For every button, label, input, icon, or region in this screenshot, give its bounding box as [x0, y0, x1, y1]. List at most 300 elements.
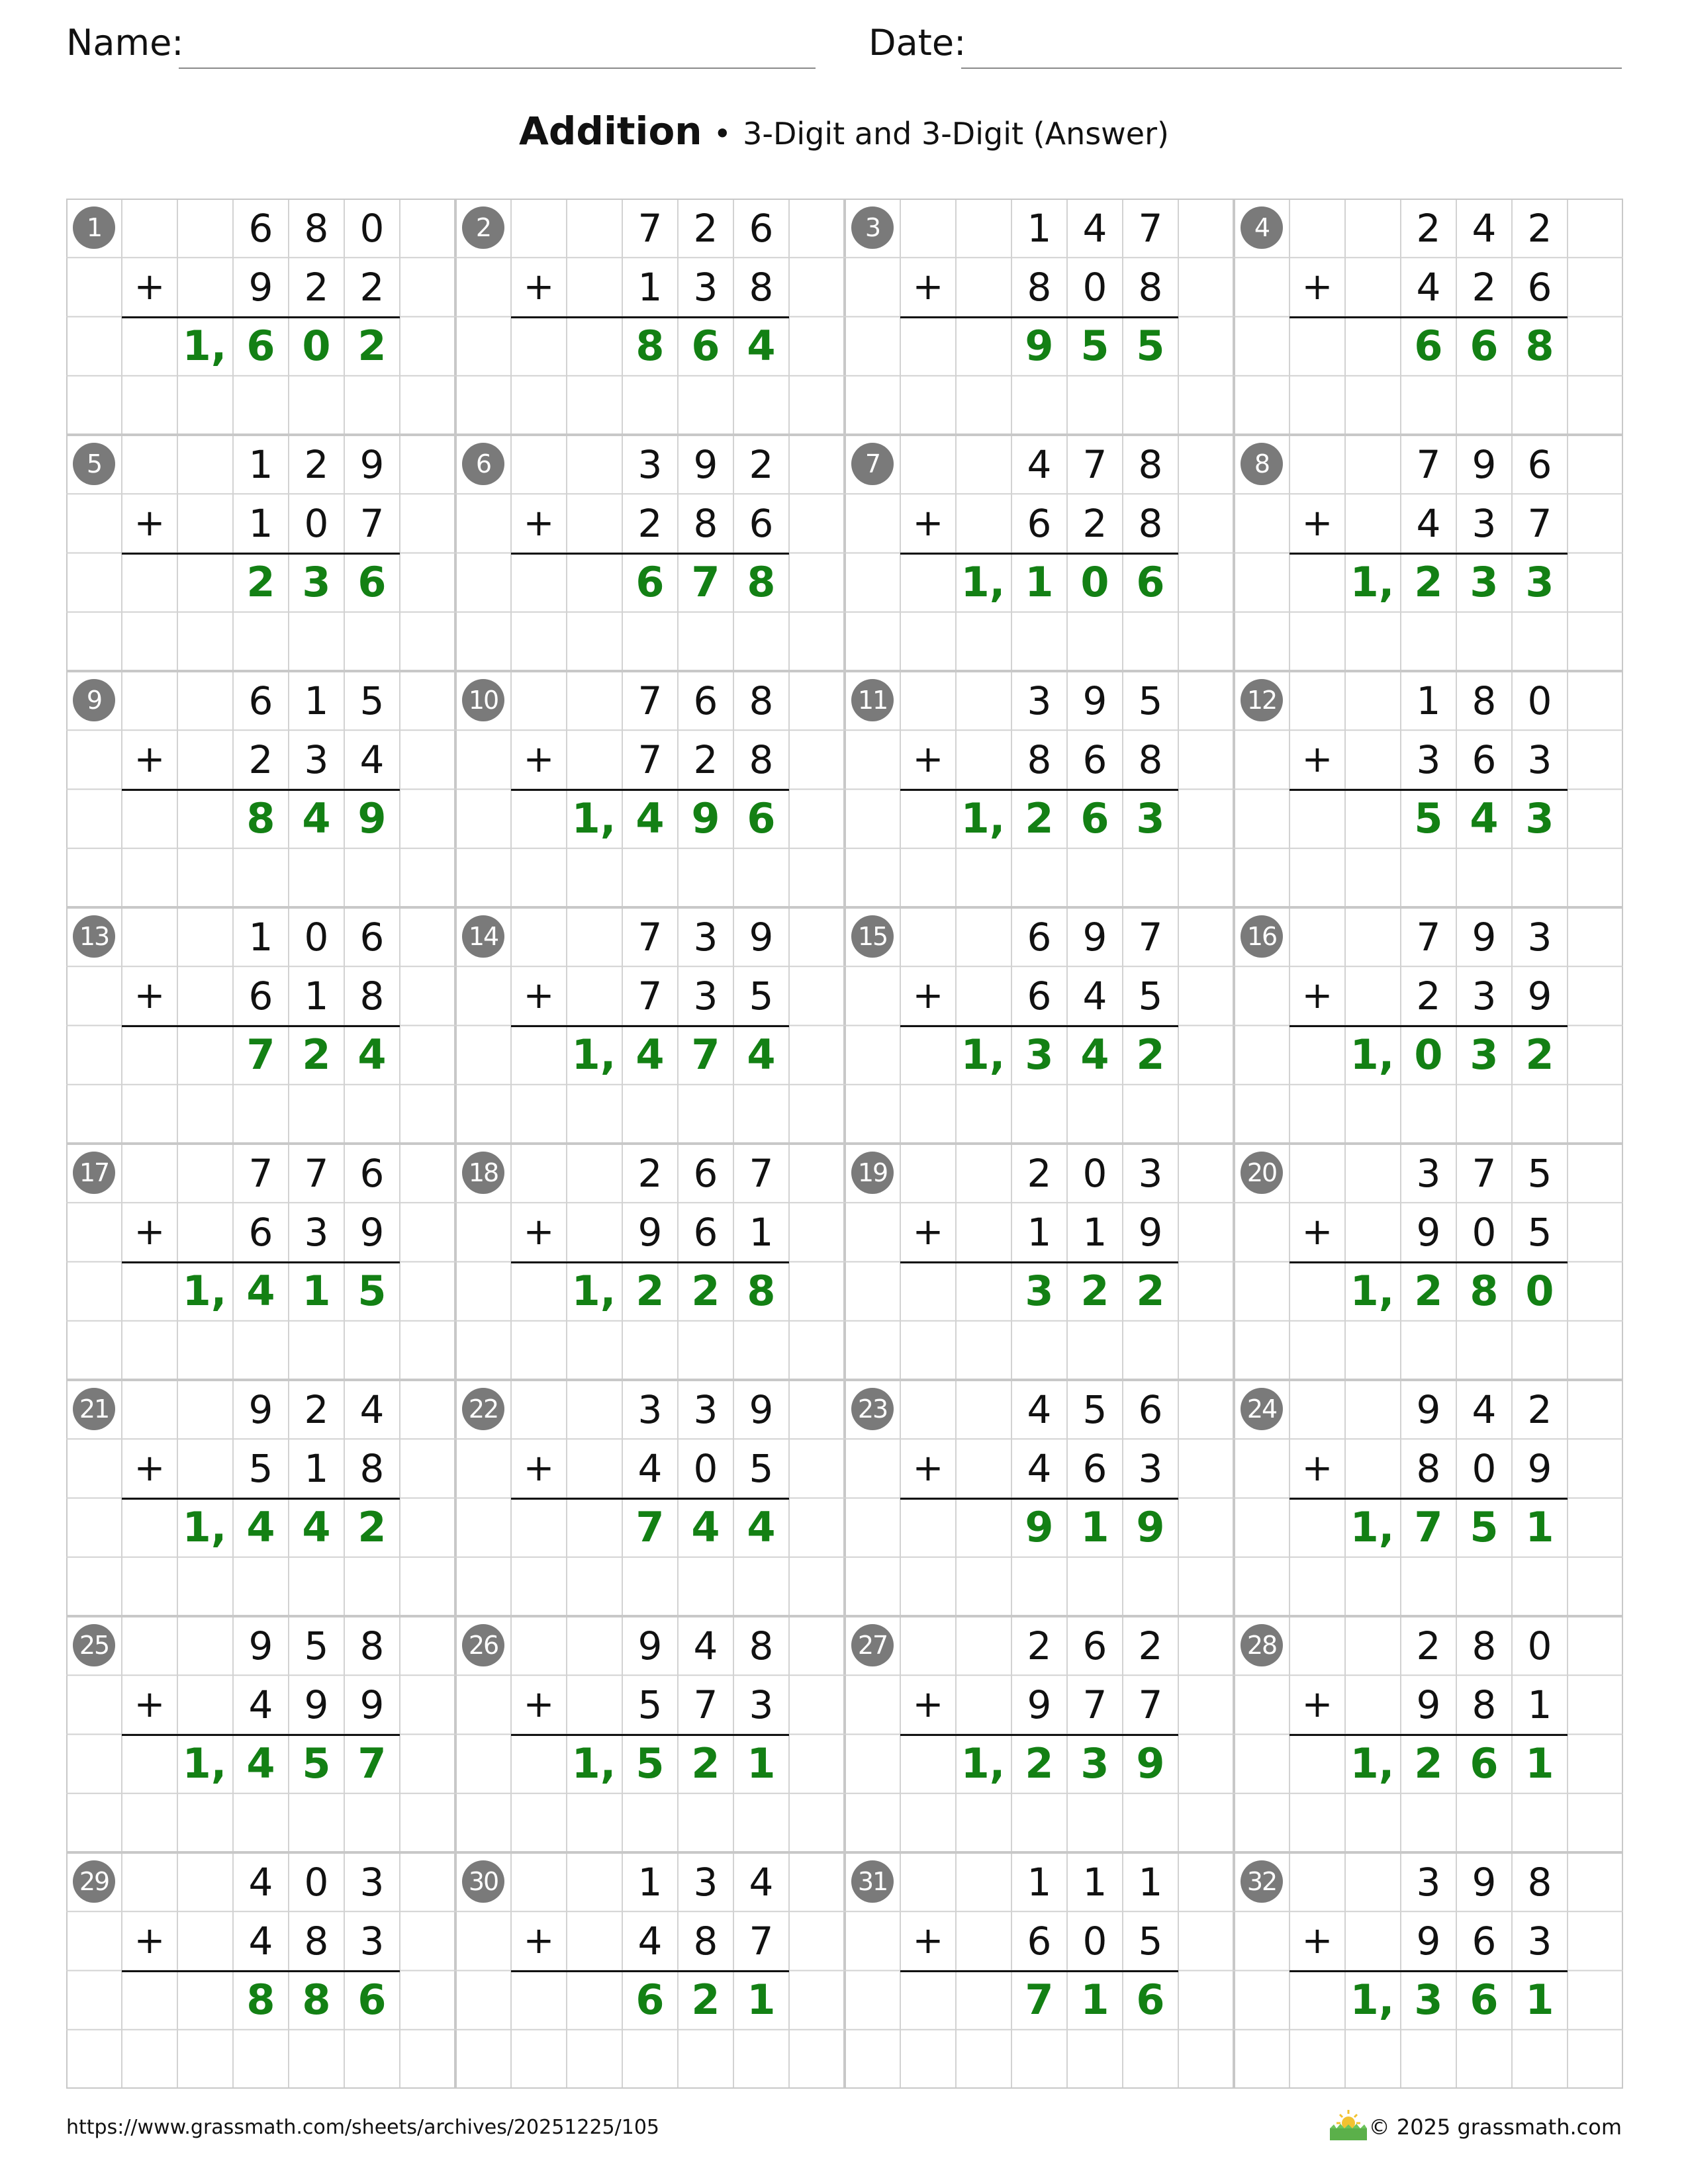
answer-digit: 6	[1080, 794, 1109, 842]
addend-1-digit: 5	[359, 678, 385, 723]
answer-digit: 4	[747, 322, 776, 370]
problem-number-badge: 19	[851, 1152, 894, 1194]
addend-2-digit: 8	[1138, 737, 1163, 782]
answer-digit: 6	[246, 322, 275, 370]
answer-digit: 5	[635, 1739, 665, 1788]
addend-1-digit: 8	[1138, 441, 1163, 487]
addend-1-digit: 9	[1472, 914, 1497, 960]
addend-1-digit: 2	[637, 1150, 663, 1196]
answer-digit: 6	[357, 1976, 387, 2024]
answer-digit-value: 1	[182, 322, 211, 370]
name-label: Name:	[66, 22, 184, 64]
addend-2-digit: 4	[1027, 1445, 1052, 1491]
addend-2-digit: 7	[693, 1682, 718, 1727]
answer-digit: 2	[691, 1267, 720, 1315]
addend-1-digit: 8	[1472, 678, 1497, 723]
problem-number-badge: 12	[1241, 679, 1283, 721]
answer-digit: 3	[1470, 1030, 1499, 1079]
answer-comma: ,	[1378, 1503, 1395, 1551]
addend-1-digit: 3	[693, 1859, 718, 1905]
answer-digit: 9	[1025, 1503, 1054, 1551]
addend-1-digit: 3	[1138, 1150, 1163, 1196]
addend-2-digit: 1	[304, 1445, 329, 1491]
answer-digit: 3	[1025, 1030, 1054, 1079]
answer-digit: 6	[1414, 322, 1443, 370]
answer-digit: 7	[635, 1503, 665, 1551]
answer-digit: 8	[1525, 322, 1554, 370]
addend-1-digit: 7	[637, 914, 663, 960]
answer-digit	[956, 553, 1011, 612]
answer-digit: 7	[357, 1739, 387, 1788]
addend-1-digit: 3	[1027, 678, 1052, 723]
addend-2-digit: 7	[749, 1918, 774, 1964]
footer-copyright: © 2025 grassmath.com	[1368, 2115, 1622, 2140]
title-bullet: •	[713, 116, 731, 152]
answer-digit	[177, 1262, 233, 1321]
addend-2-digit: 2	[304, 264, 329, 310]
answer-digit: 3	[1136, 794, 1165, 842]
addend-2-digit: 5	[1138, 973, 1163, 1019]
addend-2-digit: 8	[1138, 264, 1163, 310]
addend-2-digit: 2	[1082, 500, 1107, 546]
answer-digit: 2	[691, 1739, 720, 1788]
answer-digit: 8	[302, 1976, 331, 2024]
addend-2-digit: 9	[359, 1209, 385, 1255]
problem-number-badge: 10	[462, 679, 504, 721]
problem-number-badge: 30	[462, 1860, 504, 1903]
addend-1-digit: 0	[1527, 1623, 1552, 1668]
answer-digit	[1345, 1262, 1401, 1321]
addend-1-digit: 5	[1527, 1150, 1552, 1196]
addend-1-digit: 7	[1472, 1150, 1497, 1196]
answer-digit: 6	[1136, 1976, 1165, 2024]
addend-2-digit: 6	[1472, 737, 1497, 782]
addend-1-digit: 1	[1138, 1859, 1163, 1905]
answer-digit: 8	[246, 794, 275, 842]
addend-2-digit: 0	[1472, 1445, 1497, 1491]
answer-digit-value: 1	[571, 1739, 600, 1788]
title-subtitle: 3-Digit and 3-Digit (Answer)	[743, 116, 1169, 152]
problem-number-badge: 17	[73, 1152, 115, 1194]
answer-comma: ,	[989, 558, 1006, 606]
addend-1-digit: 6	[1082, 1623, 1107, 1668]
answer-digit: 2	[357, 322, 387, 370]
addend-1-digit: 9	[749, 914, 774, 960]
addend-1-digit: 7	[1416, 441, 1441, 487]
answer-digit: 4	[246, 1503, 275, 1551]
addend-2-digit: 4	[248, 1918, 273, 1964]
addend-2-digit: 3	[304, 737, 329, 782]
name-line[interactable]	[179, 68, 816, 69]
answer-digit	[1345, 1735, 1401, 1794]
answer-digit	[567, 790, 622, 848]
addend-2-digit: 5	[1527, 1209, 1552, 1255]
answer-digit: 6	[635, 1976, 665, 2024]
plus-sign: +	[912, 974, 944, 1017]
addend-2-digit: 2	[248, 737, 273, 782]
addend-2-digit: 4	[248, 1682, 273, 1727]
addend-2-digit: 1	[749, 1209, 774, 1255]
answer-digit-value: 1	[571, 794, 600, 842]
answer-digit: 9	[1136, 1503, 1165, 1551]
addend-1-digit: 9	[359, 441, 385, 487]
addend-2-digit: 8	[693, 1918, 718, 1964]
problem-number-badge: 24	[1241, 1388, 1283, 1430]
addend-1-digit: 3	[693, 914, 718, 960]
addend-1-digit: 9	[749, 1387, 774, 1432]
addend-2-digit: 6	[1027, 1918, 1052, 1964]
answer-digit: 2	[246, 558, 275, 606]
addend-2-digit: 3	[693, 973, 718, 1019]
answer-digit	[1345, 1026, 1401, 1085]
addend-2-digit: 7	[1082, 1682, 1107, 1727]
addend-1-digit: 3	[1416, 1150, 1441, 1196]
addend-1-digit: 7	[304, 1150, 329, 1196]
problem-number-badge: 8	[1241, 443, 1283, 485]
plus-sign: +	[1301, 1682, 1333, 1726]
footer-url[interactable]: https://www.grassmath.com/sheets/archives/20251225/105	[66, 2116, 660, 2139]
addend-1-digit: 7	[749, 1150, 774, 1196]
answer-digit-value: 1	[961, 794, 990, 842]
plus-sign: +	[523, 737, 555, 781]
problem-number-badge: 7	[851, 443, 894, 485]
addend-1-digit: 3	[693, 1387, 718, 1432]
addend-2-digit: 6	[749, 500, 774, 546]
addend-2-digit: 9	[1416, 1918, 1441, 1964]
addend-2-digit: 0	[304, 500, 329, 546]
answer-digit: 0	[1080, 558, 1109, 606]
addend-1-digit: 4	[359, 1387, 385, 1432]
answer-digit: 2	[1525, 1030, 1554, 1079]
worksheet-title	[0, 106, 1688, 159]
addend-1-digit: 9	[1472, 1859, 1497, 1905]
answer-digit: 2	[302, 1030, 331, 1079]
addend-2-digit: 8	[304, 1918, 329, 1964]
answer-digit	[177, 1735, 233, 1794]
addend-2-digit: 6	[693, 1209, 718, 1255]
addend-2-digit: 3	[1472, 500, 1497, 546]
answer-digit: 2	[1025, 794, 1054, 842]
addend-1-digit: 6	[693, 678, 718, 723]
addend-1-digit: 6	[359, 914, 385, 960]
addend-1-digit: 1	[304, 678, 329, 723]
answer-digit: 7	[246, 1030, 275, 1079]
answer-digit-value: 1	[961, 558, 990, 606]
plus-sign: +	[523, 1682, 555, 1726]
addend-1-digit: 8	[359, 1623, 385, 1668]
answer-digit: 6	[747, 794, 776, 842]
problem-grid	[66, 199, 1623, 2089]
answer-digit: 0	[1414, 1030, 1443, 1079]
problem-number-badge: 9	[73, 679, 115, 721]
answer-digit: 2	[635, 1267, 665, 1315]
addend-1-digit: 9	[1416, 1387, 1441, 1432]
addend-2-digit: 6	[1027, 973, 1052, 1019]
answer-digit: 7	[691, 558, 720, 606]
answer-digit: 3	[1025, 1267, 1054, 1315]
problem-number-badge: 1	[73, 206, 115, 249]
addend-1-digit: 3	[1416, 1859, 1441, 1905]
problem-number-badge: 13	[73, 915, 115, 958]
answer-digit: 8	[635, 322, 665, 370]
addend-2-digit: 6	[1527, 264, 1552, 310]
plus-sign: +	[134, 737, 165, 781]
addend-1-digit: 9	[1082, 914, 1107, 960]
answer-digit: 4	[747, 1503, 776, 1551]
answer-digit: 9	[357, 794, 387, 842]
answer-digit: 5	[1414, 794, 1443, 842]
addend-2-digit: 8	[749, 737, 774, 782]
answer-digit: 2	[1136, 1030, 1165, 1079]
addend-1-digit: 6	[693, 1150, 718, 1196]
addend-1-digit: 6	[1138, 1387, 1163, 1432]
answer-comma: ,	[600, 794, 616, 842]
plus-sign: +	[134, 974, 165, 1017]
problem-number-badge: 5	[73, 443, 115, 485]
answer-digit: 1	[1525, 1503, 1554, 1551]
answer-digit: 4	[246, 1267, 275, 1315]
addend-1-digit: 2	[1416, 1623, 1441, 1668]
addend-1-digit: 4	[749, 1859, 774, 1905]
addend-2-digit: 3	[1527, 737, 1552, 782]
addend-2-digit: 2	[1416, 973, 1441, 1019]
answer-digit	[956, 1735, 1011, 1794]
addend-2-digit: 3	[1472, 973, 1497, 1019]
answer-digit: 6	[1470, 322, 1499, 370]
problem-number-badge: 6	[462, 443, 504, 485]
answer-digit: 0	[302, 322, 331, 370]
addend-1-digit: 6	[1527, 441, 1552, 487]
addend-2-digit: 6	[1027, 500, 1052, 546]
addend-1-digit: 2	[304, 441, 329, 487]
addend-2-digit: 9	[1527, 973, 1552, 1019]
answer-digit-value: 1	[1350, 1739, 1379, 1788]
answer-digit-value: 1	[961, 1030, 990, 1079]
addend-1-digit: 3	[359, 1859, 385, 1905]
answer-comma: ,	[600, 1030, 616, 1079]
answer-digit: 2	[1414, 1739, 1443, 1788]
addend-2-digit: 8	[1416, 1445, 1441, 1491]
addend-2-digit: 3	[1138, 1445, 1163, 1491]
addend-2-digit: 0	[1082, 264, 1107, 310]
answer-digit: 4	[635, 794, 665, 842]
problem-number-badge: 22	[462, 1388, 504, 1430]
problem-number-badge: 26	[462, 1624, 504, 1666]
answer-digit: 8	[747, 1267, 776, 1315]
plus-sign: +	[912, 501, 944, 545]
addend-1-digit: 8	[749, 1623, 774, 1668]
addend-1-digit: 6	[248, 678, 273, 723]
problem-number-badge: 16	[1241, 915, 1283, 958]
answer-comma: ,	[1378, 1030, 1395, 1079]
answer-comma: ,	[989, 794, 1006, 842]
plus-sign: +	[912, 1210, 944, 1253]
problem-number-badge: 23	[851, 1388, 894, 1430]
addend-1-digit: 4	[1082, 205, 1107, 251]
addend-2-digit: 5	[1138, 1918, 1163, 1964]
addend-2-digit: 8	[1027, 737, 1052, 782]
addend-2-digit: 9	[359, 1682, 385, 1727]
answer-digit: 1	[302, 1267, 331, 1315]
problem-number-badge: 20	[1241, 1152, 1283, 1194]
answer-comma: ,	[1378, 1267, 1395, 1315]
plus-sign: +	[912, 1919, 944, 1962]
addend-1-digit: 2	[1527, 1387, 1552, 1432]
answer-digit-value: 1	[1350, 1503, 1379, 1551]
answer-comma: ,	[1378, 558, 1395, 606]
answer-digit	[1345, 553, 1401, 612]
addend-2-digit: 1	[1082, 1209, 1107, 1255]
addend-1-digit: 6	[248, 205, 273, 251]
plus-sign: +	[912, 737, 944, 781]
answer-digit: 3	[1414, 1976, 1443, 2024]
addend-2-digit: 1	[1027, 1209, 1052, 1255]
addend-1-digit: 7	[637, 205, 663, 251]
addend-1-digit: 2	[693, 205, 718, 251]
date-line[interactable]	[961, 68, 1622, 69]
answer-digit: 8	[246, 1976, 275, 2024]
addend-2-digit: 9	[1416, 1682, 1441, 1727]
addend-1-digit: 9	[248, 1387, 273, 1432]
addend-2-digit: 4	[1082, 973, 1107, 1019]
addend-2-digit: 7	[1138, 1682, 1163, 1727]
answer-digit: 5	[1470, 1503, 1499, 1551]
addend-2-digit: 0	[1082, 1918, 1107, 1964]
addend-2-digit: 6	[1082, 1445, 1107, 1491]
problem-number-badge: 11	[851, 679, 894, 721]
problem-number-badge: 32	[1241, 1860, 1283, 1903]
addend-1-digit: 1	[1027, 1859, 1052, 1905]
answer-digit-value: 1	[182, 1267, 211, 1315]
answer-digit: 1	[1025, 558, 1054, 606]
plus-sign: +	[134, 1210, 165, 1253]
answer-digit	[177, 317, 233, 376]
answer-digit: 7	[1025, 1976, 1054, 2024]
answer-digit: 4	[1470, 794, 1499, 842]
answer-digit: 4	[302, 1503, 331, 1551]
addend-1-digit: 4	[693, 1623, 718, 1668]
addend-1-digit: 7	[637, 678, 663, 723]
plus-sign: +	[1301, 1210, 1333, 1253]
addend-1-digit: 1	[1416, 678, 1441, 723]
addend-1-digit: 7	[1416, 914, 1441, 960]
problem-number-badge: 14	[462, 915, 504, 958]
answer-digit	[567, 1735, 622, 1794]
plus-sign: +	[1301, 265, 1333, 308]
addend-2-digit: 7	[359, 500, 385, 546]
addend-2-digit: 1	[304, 973, 329, 1019]
answer-digit-value: 1	[1350, 1976, 1379, 2024]
addend-2-digit: 6	[1082, 737, 1107, 782]
answer-comma: ,	[989, 1030, 1006, 1079]
addend-2-digit: 8	[1138, 500, 1163, 546]
addend-1-digit: 6	[359, 1150, 385, 1196]
grass-sun-logo-icon	[1327, 2109, 1370, 2142]
addend-2-digit: 4	[1416, 500, 1441, 546]
answer-digit: 4	[1080, 1030, 1109, 1079]
plus-sign: +	[912, 1682, 944, 1726]
addend-1-digit: 7	[1138, 914, 1163, 960]
plus-sign: +	[134, 1446, 165, 1490]
addend-2-digit: 5	[248, 1445, 273, 1491]
addend-2-digit: 6	[248, 1209, 273, 1255]
addend-1-digit: 4	[1027, 1387, 1052, 1432]
plus-sign: +	[1301, 501, 1333, 545]
addend-1-digit: 6	[749, 205, 774, 251]
addend-2-digit: 2	[693, 737, 718, 782]
addend-2-digit: 5	[749, 1445, 774, 1491]
addend-1-digit: 9	[1082, 678, 1107, 723]
addend-2-digit: 1	[637, 264, 663, 310]
answer-digit-value: 1	[1350, 1030, 1379, 1079]
plus-sign: +	[523, 501, 555, 545]
plus-sign: +	[134, 265, 165, 308]
answer-digit: 5	[302, 1739, 331, 1788]
addend-2-digit: 8	[693, 500, 718, 546]
plus-sign: +	[523, 265, 555, 308]
addend-1-digit: 3	[1527, 914, 1552, 960]
problem-number-badge: 21	[73, 1388, 115, 1430]
answer-digit: 2	[1414, 558, 1443, 606]
addend-2-digit: 9	[1527, 1445, 1552, 1491]
date-label: Date:	[868, 22, 966, 64]
addend-1-digit: 2	[1027, 1623, 1052, 1668]
answer-digit: 4	[635, 1030, 665, 1079]
answer-comma: ,	[600, 1267, 616, 1315]
addend-1-digit: 3	[637, 441, 663, 487]
answer-digit: 6	[1136, 558, 1165, 606]
answer-digit: 7	[691, 1030, 720, 1079]
answer-comma: ,	[1378, 1739, 1395, 1788]
addend-2-digit: 2	[1472, 264, 1497, 310]
answer-digit: 6	[1470, 1739, 1499, 1788]
answer-digit: 4	[302, 794, 331, 842]
answer-digit: 1	[747, 1739, 776, 1788]
addend-1-digit: 0	[304, 1859, 329, 1905]
addend-2-digit: 6	[248, 973, 273, 1019]
answer-digit: 5	[357, 1267, 387, 1315]
plus-sign: +	[912, 1446, 944, 1490]
answer-digit: 2	[1414, 1267, 1443, 1315]
addend-2-digit: 3	[1527, 1918, 1552, 1964]
answer-digit: 2	[357, 1503, 387, 1551]
problem-number-badge: 15	[851, 915, 894, 958]
addend-1-digit: 0	[1527, 678, 1552, 723]
problem-number-badge: 28	[1241, 1624, 1283, 1666]
addend-2-digit: 3	[304, 1209, 329, 1255]
addend-1-digit: 4	[1472, 1387, 1497, 1432]
answer-digit: 3	[1470, 558, 1499, 606]
answer-digit: 1	[1525, 1739, 1554, 1788]
answer-comma: ,	[1378, 1976, 1395, 2024]
answer-comma: ,	[211, 1267, 227, 1315]
problem-number-badge: 29	[73, 1860, 115, 1903]
addend-2-digit: 0	[1472, 1209, 1497, 1255]
answer-digit	[1345, 1971, 1401, 2030]
answer-digit: 2	[1025, 1739, 1054, 1788]
answer-digit: 6	[357, 558, 387, 606]
addend-1-digit: 1	[1082, 1859, 1107, 1905]
plus-sign: +	[1301, 1919, 1333, 1962]
answer-digit: 9	[691, 794, 720, 842]
answer-digit: 1	[1525, 1976, 1554, 2024]
addend-1-digit: 9	[248, 1623, 273, 1668]
answer-digit: 6	[1470, 1976, 1499, 2024]
addend-2-digit: 8	[1027, 264, 1052, 310]
answer-digit: 3	[1525, 794, 1554, 842]
answer-digit-value: 1	[961, 1739, 990, 1788]
addend-1-digit: 0	[359, 205, 385, 251]
